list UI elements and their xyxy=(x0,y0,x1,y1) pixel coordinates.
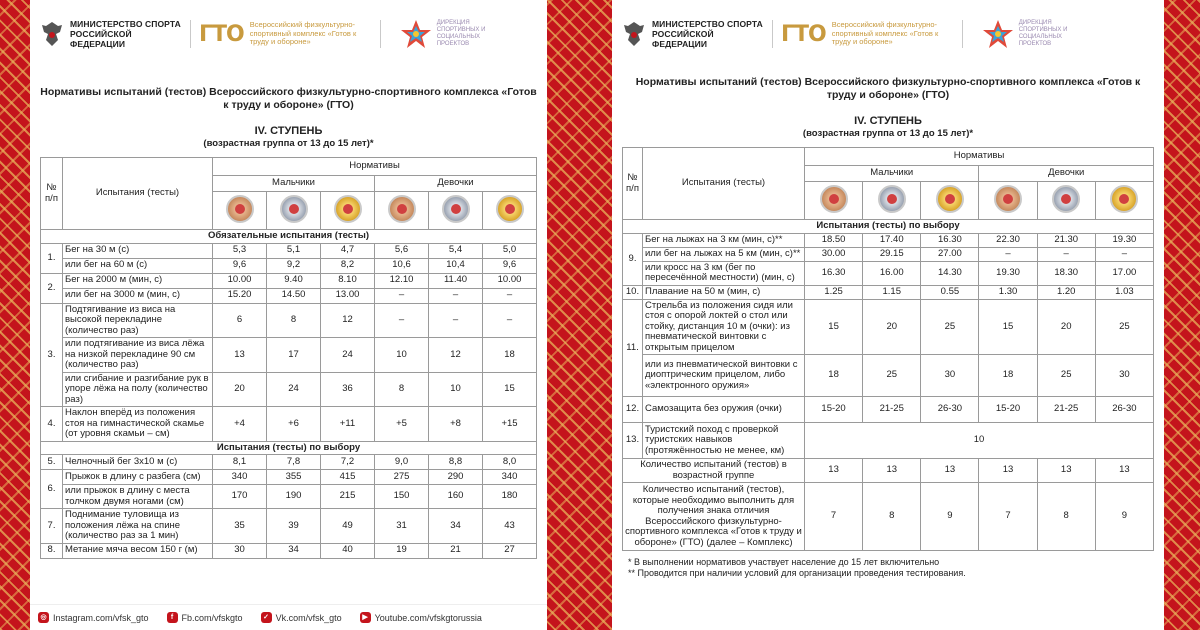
eagle-emblem-icon xyxy=(40,20,64,48)
silver-badge-icon xyxy=(280,195,308,223)
table-row: 1. Бег на 30 м (с) 5,3 5,1 4,7 5,6 5,4 5,0 xyxy=(41,243,537,258)
divider xyxy=(380,20,381,48)
youtube-link[interactable]: ▶ Youtube.com/vfskgtorussia xyxy=(360,612,482,623)
vk-icon: ✓ xyxy=(261,612,272,623)
footnotes xyxy=(622,557,1154,579)
section-optional: Испытания (тесты) по выбору xyxy=(623,220,1154,234)
instagram-link[interactable]: ◎ Instagram.com/vfsk_gto xyxy=(38,612,149,623)
table-row: или бег на 3000 м (мин, с) 15.20 14.50 13.00 – – – xyxy=(41,288,537,303)
table-row: 10. Плавание на 50 м (мин, с) 1.25 1.15 0.55 1.30 1.20 1.03 xyxy=(623,285,1154,299)
table-row: 7. Поднимание туловища из положения лёжа на спине (количество раз за 1 мин) 35 39 49 31 34 43 xyxy=(41,509,537,544)
norms-table-2 xyxy=(622,147,1154,551)
col-girls-header: Девочки xyxy=(375,176,537,192)
table-row: 13. Туристский поход с проверкой туристских навыков (протяжённостью не менее, км) 10 xyxy=(623,423,1154,459)
col-tests-header: Испытания (тесты) xyxy=(643,148,805,220)
directorate-star-icon xyxy=(399,18,433,50)
silver-badge-icon xyxy=(878,185,906,213)
gto-text: Всероссийский физкультурно-спортивный комплекс «Готов к труду и обороне» xyxy=(249,20,357,47)
document-title: Нормативы испытаний (тестов) Всероссийского физкультурно-спортивного комплекса «Готов к труду и обороне» (ГТО) xyxy=(40,86,537,111)
table-row: или подтягивание из виса лёжа на низкой перекладине 90 см (количество раз) 13 17 24 10 12 18 xyxy=(41,338,537,373)
gold-badge-icon xyxy=(334,195,362,223)
gto-text: Всероссийский физкультурно-спортивный комплекс «Готов к труду и обороне» xyxy=(831,20,939,47)
facebook-icon: f xyxy=(167,612,178,623)
directorate-text: ДИРЕКЦИЯ СПОРТИВНЫХ И СОЦИАЛЬНЫХ ПРОЕКТОВ xyxy=(436,20,486,47)
bronze-badge-icon xyxy=(388,195,416,223)
directorate-text: ДИРЕКЦИЯ СПОРТИВНЫХ И СОЦИАЛЬНЫХ ПРОЕКТОВ xyxy=(1018,20,1068,47)
directorate-star-icon xyxy=(981,18,1015,50)
section-optional: Испытания (тесты) по выбору xyxy=(41,441,537,455)
gto-brand xyxy=(781,21,954,47)
table-row: 3. Подтягивание из виса на высокой перекладине (количество раз) 6 8 12 – – – xyxy=(41,303,537,338)
table-row: 8. Метание мяча весом 150 г (м) 30 34 40 19 21 27 xyxy=(41,543,537,558)
footnote-1: * В выполнении нормативов участвует население до 15 лет включительно xyxy=(628,557,940,567)
divider xyxy=(772,20,773,48)
bronze-badge-icon xyxy=(994,185,1022,213)
col-boys-header: Мальчики xyxy=(213,176,375,192)
age-group: (возрастная группа от 13 до 15 лет)* xyxy=(203,138,374,149)
youtube-icon: ▶ xyxy=(360,612,371,623)
page-right xyxy=(612,0,1164,630)
table-row: или бег на 60 м (с) 9,6 9,2 8,2 10,6 10,4 9,6 xyxy=(41,258,537,273)
table-row: или сгибание и разгибание рук в упоре лёжа на полу (количество раз) 20 24 36 8 10 15 xyxy=(41,372,537,407)
decorative-stripes-middle xyxy=(540,0,616,630)
norms-table-1 xyxy=(40,157,537,559)
page-header xyxy=(622,14,1154,54)
footnote-2: ** Проводится при наличии условий для организации проведения тестирования. xyxy=(628,568,966,578)
col-tests-header: Испытания (тесты) xyxy=(63,158,213,230)
col-boys-header: Мальчики xyxy=(805,166,979,182)
col-num-header: № п/п xyxy=(41,158,63,230)
table-row: или кросс на 3 км (бег по пересечённой местности) (мин, с) 16.30 16.00 14.30 19.30 18.30 17.00 xyxy=(623,261,1154,285)
directorate-brand xyxy=(981,18,1069,50)
silver-badge-icon xyxy=(442,195,470,223)
vk-link[interactable]: ✓ Vk.com/vfsk_gto xyxy=(261,612,342,623)
decorative-stripes-right xyxy=(1162,0,1200,630)
page-left xyxy=(30,0,547,630)
directorate-brand xyxy=(399,18,487,50)
page-header xyxy=(40,14,537,54)
section-required: Обязательные испытания (тесты) xyxy=(41,230,537,244)
social-footer xyxy=(30,604,547,630)
gto-logo: ГТО xyxy=(781,21,826,47)
gold-badge-icon xyxy=(496,195,524,223)
col-girls-header: Девочки xyxy=(979,166,1154,182)
table-row: 9. Бег на лыжах на 3 км (мин, с)** 18.50 17.40 16.30 22.30 21.30 19.30 xyxy=(623,233,1154,247)
stage-title: IV. СТУПЕНЬ xyxy=(854,115,922,127)
col-norms-header: Нормативы xyxy=(805,148,1154,166)
table-row: или прыжок в длину с места толчком двумя ногами (см) 170 190 215 150 160 180 xyxy=(41,485,537,509)
age-group: (возрастная группа от 13 до 15 лет)* xyxy=(802,128,974,139)
table-row: 5. Челночный бег 3х10 м (с) 8,1 7,8 7,2 9,0 8,8 8,0 xyxy=(41,455,537,470)
eagle-emblem-icon xyxy=(622,20,646,48)
document-title: Нормативы испытаний (тестов) Всероссийского физкультурно-спортивного комплекса «Готов к труду и обороне» (ГТО) xyxy=(635,76,1141,101)
table-row: или из пневматической винтовки с диоптрическим прицелом, либо «электронного оружия» 18 25 30 18 25 30 xyxy=(623,355,1154,397)
bronze-badge-icon xyxy=(820,185,848,213)
table-row: Количество испытаний (тестов) в возрастной группе 13 13 13 13 13 13 xyxy=(623,459,1154,483)
divider xyxy=(962,20,963,48)
col-norms-header: Нормативы xyxy=(213,158,537,176)
table-row: 12. Самозащита без оружия (очки) 15-20 21-25 26-30 15-20 21-25 26-30 xyxy=(623,397,1154,423)
table-row: 4. Наклон вперёд из положения стоя на гимнастической скамье (от уровня скамьи – см) +4 +6 +11 +5 +8 +15 xyxy=(41,407,537,442)
bronze-badge-icon xyxy=(226,195,254,223)
col-num-header: № п/п xyxy=(623,148,643,220)
gold-badge-icon xyxy=(936,185,964,213)
table-row: 11. Стрельба из положения сидя или стоя с опорой локтей о стол или стойку, дистанция 10 м (очки): из пневматической винтовки с открытым прицелом 15 20 25 15 20 25 xyxy=(623,299,1154,355)
table-row: Количество испытаний (тестов), которые необходимо выполнить для получения знака отличия Всероссийского физкультурно-спортивного комплекса «Готов к труду и обороне» (ГТО) (далее – Комплекс) 7 8 9 7 8 9 xyxy=(623,483,1154,551)
instagram-icon: ◎ xyxy=(38,612,49,623)
gold-badge-icon xyxy=(1110,185,1138,213)
ministry-name: МИНИСТЕРСТВО СПОРТА РОССИЙСКОЙ ФЕДЕРАЦИИ xyxy=(70,19,181,49)
gto-brand xyxy=(199,21,372,47)
divider xyxy=(190,20,191,48)
gto-logo: ГТО xyxy=(199,21,244,47)
table-row: или бег на лыжах на 5 км (мин, с)** 30.00 29.15 27.00 – – – xyxy=(623,247,1154,261)
table-row: 2. Бег на 2000 м (мин, с) 10.00 9.40 8.10 12.10 11.40 10.00 xyxy=(41,273,537,288)
silver-badge-icon xyxy=(1052,185,1080,213)
table-row: 6. Прыжок в длину с разбега (см) 340 355 415 275 290 340 xyxy=(41,470,537,485)
stage-title: IV. СТУПЕНЬ xyxy=(254,125,323,137)
ministry-name: МИНИСТЕРСТВО СПОРТА РОССИЙСКОЙ ФЕДЕРАЦИИ xyxy=(652,19,763,49)
facebook-link[interactable]: f Fb.com/vfskgto xyxy=(167,612,243,623)
